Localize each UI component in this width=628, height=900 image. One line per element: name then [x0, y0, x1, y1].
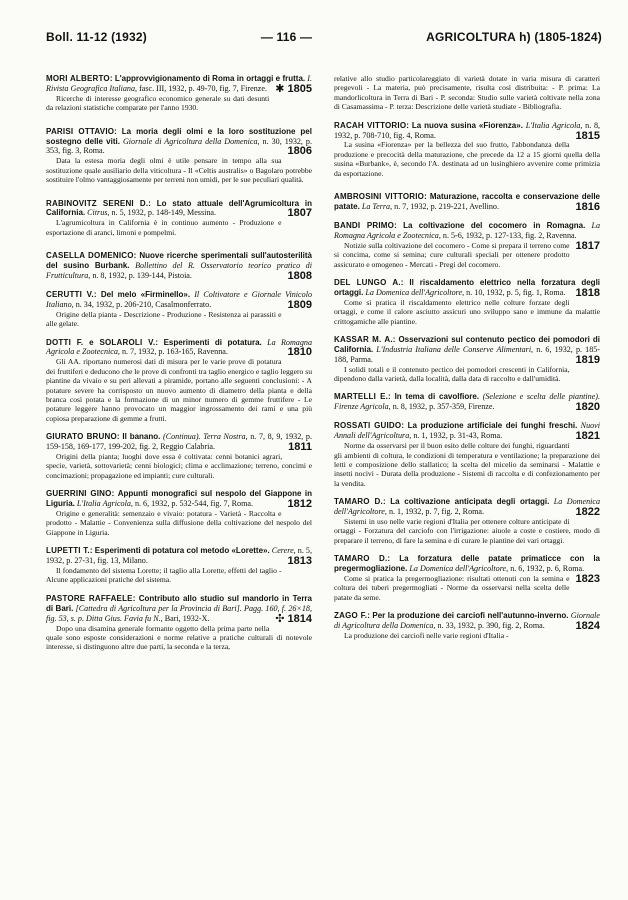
entry-title: Del melo «Firminello». — [100, 289, 191, 299]
entry-title: Lo stato attuale dell'Agrumicoltura in California. — [46, 198, 313, 218]
entry-title: Maturazione, raccolta e conservazione delle patate. — [334, 192, 600, 211]
entry-title: La produzione artificiale dei funghi freschi. — [407, 421, 578, 431]
entry-source: La Terra, — [361, 201, 393, 211]
page-header — [46, 30, 602, 44]
entry-details: n. 6, 1932, p. 532-544, fig. 7, Roma. — [134, 499, 253, 509]
entry-title: La moria degli olmi e la loro sostituzione pel sostegno delle viti. — [46, 126, 312, 146]
entry-abstract: Origine e generalità: semenzaio e vivaio: potatura - Varietà - Raccolta e prodotto - Malattie - Convenienza sulla diffusione della coltivazione del nespolo del Giappone in Liguria. — [46, 509, 312, 537]
entry-author: MORI ALBERTO: — [46, 74, 113, 83]
entry-source: Giornale di Agricoltura della Domenica, — [334, 611, 600, 631]
entry-author: ZAGO F.: — [334, 611, 371, 621]
bibliographic-entry-1805 — [46, 74, 312, 113]
columns — [46, 74, 602, 661]
entry-author: RABINOVITZ SERENI D.: — [46, 198, 152, 208]
journal-issue: Boll. 11-12 (1932) — [46, 30, 147, 44]
entry-number: 1823 — [575, 572, 600, 585]
entry-title: Nuove ricerche sperimentali sull'autosterilità del susino Burbank. — [46, 251, 312, 271]
entry-title: La nuova susina «Fiorenza». — [411, 120, 523, 130]
bibliographic-entry-1814 — [46, 594, 312, 652]
entry-abstract: I solidi totali e il contenuto pectico dei pomodori crescenti in California, dipendono dalla varietà, dalla località, dalla data di raccolto e dall'umidità. — [334, 364, 570, 384]
entry-author: RACAH VITTORIO: — [334, 120, 410, 130]
entry-title: Esperimenti di potatura col metodo «Lorette». — [94, 546, 270, 556]
entry-abstract: Data la estesa moria degli olmi è utile pensare in tempo alla sua sostituzione quale ausiliario della viticoltura - Il «Celtis australis» o Bagolaro potrebbe sostituire l'olmo vantaggiosamente per terreni non umidi, per le sue peculiari qualità. — [46, 156, 312, 185]
entry-details: n. 8, 1932, p. 708-710, fig. 4, Roma. — [334, 120, 601, 140]
bibliographic-entry-1810 — [46, 338, 312, 424]
entry-title: Esperimenti di potatura. — [163, 337, 262, 347]
entry-abstract: Notizie sulla coltivazione del cocomero - Come si prepara il terreno come si concima, come si semina; cure culturali speciali per ottenere prodotto assicurato e omogeneo - Mercati - Pregi del cocomero. — [334, 240, 570, 269]
bibliographic-entry-1811 — [46, 432, 312, 480]
bibliographic-entry-1824 — [334, 611, 600, 640]
entry-source: Il Coltivatore e Giornale Vinicolo Italiano, — [46, 289, 312, 309]
entry-abstract: Norme da osservarsi per il buon esito delle colture dei funghi, riguardanti gli ambienti di coltura, le condizioni di temperatura e ventilazione; la preparazione dei letti e composizione dello stallatico; la scelta del micelio da seminarsi - Malattie e insetti nocivi - Durata della produzione - Sistemi di raccolta e di confezionamento per la vendita. — [334, 441, 600, 488]
entry-author: PARISI OTTAVIO: — [46, 126, 118, 136]
entry-author: CASELLA DOMENICO: — [46, 251, 137, 261]
bibliographic-entry-1815 — [334, 121, 600, 178]
entry-title: In tema di cavolfiore. — [394, 392, 480, 402]
entry-author: AMBROSINI VITTORIO: — [334, 192, 427, 202]
entry-details: n. 6, 1932, p. 185-188, Parma. — [334, 344, 600, 364]
entry-abstract: Gli AA. riportano numerosi dati di misura per le varie prove di potatura dei fruttiferi e deducono che le prove di confronti tra taglio energico e taglio leggero su piantine da vivaio e su peri allevati a piramide, portano alle seguenti conclusioni: - A potature severe ha corrisposto un nuovo aumento di diametro della pianta e della branca così potata e la formazione di un minor numero di gemme fruttifere - Le potature leggere hanno provocato un maggior ingrossamento dei rami e una più copiosa preparazione di gemme a frutti. — [46, 357, 312, 423]
entry-details: n. 10, 1932, p. 5, fig. 1, Roma. — [466, 287, 566, 297]
entry-source: L'Italia Agricola, — [76, 499, 133, 509]
entry-details: n. 7, 8, 9, 1932, p. 159-158, 169-177, 199-202, fig. 2, Reggio Calabria. — [46, 432, 312, 452]
bibliographic-entry-1813 — [46, 546, 312, 585]
entry-title: Appunti monografici sul nespolo del Giappone in Liguria. — [46, 489, 312, 509]
entry-continuation-1814 — [334, 74, 600, 112]
entry-abstract: Origini della pianta; luoghi dove essa è coltivata: cenni botanici agrari, specie, varietà, sottovarietà; cenni biologici; clima e acclimazione; terreno, concimi e concimazioni; propagazione ed impianti; cure culturali. — [46, 452, 312, 480]
bibliographic-entry-1820 — [334, 392, 600, 412]
entry-source: [Cattedra di Agricoltura per la Provincia di Bari]. Pagg. 160, f. 26×18, fig. 53, s. p. Ditta Gius. Favia fu N., — [46, 603, 313, 623]
entry-number: 1807 — [287, 207, 312, 220]
entry-details: n. 5, 1932, p. 148-149, Messina. — [111, 208, 217, 218]
bibliographic-entry-1821 — [334, 421, 600, 488]
entry-source: Cerere, — [271, 546, 296, 556]
entry-abstract: L'agrumicoltura in California è in continuo aumento - Produzione e esportazione di aranci, limoni e pompelmi. — [46, 218, 282, 237]
entry-number: 1824 — [575, 620, 600, 633]
entry-author: GUERRINI GINO: — [46, 489, 115, 499]
entry-number: 1816 — [575, 200, 600, 213]
bibliographic-entry-1812 — [46, 489, 312, 537]
entry-source: (Continua). Terra Nostra, — [163, 432, 248, 442]
bibliographic-entry-1818 — [334, 278, 600, 326]
entry-abstract: Il fondamento del sistema Lorette; il taglio alla Lorette, effetti del taglio - Alcune applicazioni pratiche del sistema. — [46, 566, 282, 585]
entry-number: 1820 — [575, 401, 600, 414]
entry-author: CERUTTI V.: — [46, 289, 97, 299]
entry-source: L'Industria Italiana delle Conserve Alimentari, — [376, 344, 534, 354]
entry-author: DEL LUNGO A.: — [334, 277, 404, 287]
entry-number: 1812 — [287, 498, 312, 511]
entry-source: (Selezione e scelta delle piantine). Firenze Agricola, — [334, 392, 600, 412]
entry-author: LUPETTI T.: — [46, 546, 93, 556]
entry-abstract: La produzione dei carciofi nelle varie regioni d'Italia - — [344, 631, 509, 640]
entry-title: La coltivazione anticipata degli ortaggi. — [390, 497, 550, 507]
entry-author: BANDI PRIMO: — [334, 220, 397, 230]
entry-source: Citrus, — [87, 208, 110, 218]
entry-author: TAMARO D.: — [334, 497, 386, 507]
entry-source: Giornale di Agricoltura della Domenica, — [122, 136, 260, 146]
entry-source: Bollettino del R. Osservatorio teorico pratico di Frutticultura, — [46, 261, 312, 280]
entry-source: La Domenica dell'Agricoltore, — [409, 564, 509, 574]
entry-details: n. 7, 1932, p. 219-221, Avellino. — [394, 201, 499, 211]
entry-number: 1806 — [287, 145, 312, 158]
entry-details: Bari, 1932-X. — [164, 613, 210, 623]
entry-details: n. 5-6, 1932, p. 127-133, fig. 2, Ravenna. — [442, 230, 577, 240]
entry-details: fasc. III, 1932, p. 49-70, fig. 7, Firenze. — [139, 83, 267, 93]
entry-title: Il banano. — [122, 432, 161, 442]
entry-number: 1817 — [575, 239, 600, 252]
bibliographic-entry-1809 — [46, 290, 312, 329]
entry-number: 1808 — [287, 270, 312, 282]
entry-details: n. 33, 1932, p. 390, fig. 2, Roma. — [437, 621, 545, 631]
entry-abstract: Come si pratica il riscaldamento elettrico nelle colture forzate degli ortaggi, e come il calore asciutto assicuri uno sviluppo sano e immune da malattie crittogamiche alle piantine. — [334, 297, 600, 326]
bibliographic-entry-1808 — [46, 251, 312, 281]
entry-details: n. 8, 1932, p. 357-359, Firenze. — [392, 402, 495, 412]
entry-details: n. 34, 1932, p. 206-210, Casalmonferrato. — [75, 299, 212, 309]
entry-source: La Domenica dell'Agricoltore, — [365, 287, 465, 297]
entry-details: n. 7, 1932, p. 163-165, Ravenna. — [121, 347, 228, 357]
entry-abstract: Sistemi in uso nelle varie regioni d'Italia per ottenere colture anticipate di ortaggi - Forzatura del carciofo con l'irrigazione: aiuole a coste e costiere, modo di preparare il terreno, di fare la semina e di curare le piantine dei vari ortaggi. — [334, 516, 600, 545]
entry-author: TAMARO D.: — [334, 554, 391, 564]
entry-title: La coltivazione del cocomero in Romagna. — [403, 220, 586, 230]
entry-source: La Romagna Agricola e Zootecnica, — [46, 337, 312, 357]
entry-author: KASSAR M. A.: — [334, 334, 396, 344]
entry-abstract: La susina «Fiorenza» per la bellezza del suo frutto, l'abbondanza della produzione e precocità della maturazione, che precede da 12 a 15 giorni quella della susina «Burbank», è, secondo l'A. destinata ad un lusinghiero avvenire come primizia da esportazione. — [334, 140, 600, 178]
entry-details: n. 1, 1932, p. 7, fig. 2, Roma. — [388, 507, 485, 517]
entry-number: 1810 — [287, 346, 312, 359]
entry-abstract: Ricerche di interesse geografico economico generale su dati desunti da relazioni statistiche comparate per l'anno 1930. — [46, 93, 270, 113]
bibliographic-entry-1817 — [334, 221, 600, 269]
section-title: AGRICOLTURA h) (1805-1824) — [426, 30, 602, 44]
entry-number: 1821 — [575, 430, 600, 443]
entry-details: n. 5, 1932, p. 27-31, fig. 13, Milano. — [46, 546, 312, 566]
entry-title: Il riscaldamento elettrico nella forzatura degli ortaggi. — [334, 277, 601, 297]
entry-details: n. 30, 1932, p. 353, fig. 3, Roma. — [46, 136, 312, 156]
left-column — [46, 74, 312, 661]
entry-author: PASTORE RAFFAELE: — [46, 593, 136, 603]
entry-number: ✣ 1814 — [275, 612, 312, 625]
entry-number: ✱ 1805 — [275, 82, 312, 95]
entry-source: L'Italia Agricola, — [525, 120, 583, 130]
entry-title: Contributo allo studio sul mandorlo in Terra di Bari. — [46, 593, 312, 613]
entry-details: n. 6, 1932, p. 6, Roma. — [510, 564, 585, 574]
continued-abstract: relative allo studio particolareggiato di varietà dotate in varia misura di caratteri pregevoli - La materia, può precisamente, risulta così distribuita: - P. prima: La mandorlicoltura in Terra di Bari - P. seconda: Studio sulle varietà coltivate nella zona di Casamassima - P. terza: Descrizione delle varietà studiate - Bibliografia. — [334, 74, 600, 112]
entry-number: 1822 — [575, 506, 600, 519]
bibliographic-entry-1816 — [334, 192, 600, 212]
entry-source: I. Rivista Geografica Italiana, — [46, 74, 312, 93]
entry-source: La Domenica dell'Agricoltore, — [334, 497, 601, 517]
bibliographic-entry-1807 — [46, 199, 312, 238]
entry-author: ROSSATI GUIDO: — [334, 421, 405, 431]
right-column — [334, 74, 600, 661]
entry-abstract: Origine della pianta - Descrizione - Produzione - Resistenza ai parassiti e alle gelate. — [46, 309, 282, 329]
entry-title: Per la produzione dei carciofi nell'autunno-inverno. — [372, 611, 569, 621]
entry-source: Nuovi Annali dell'Agricoltura, — [334, 421, 601, 441]
entry-title: La forzatura delle patate primaticce con la pregermogliazione. — [334, 554, 601, 574]
bibliographic-entry-1823 — [334, 554, 600, 602]
entry-author: MARTELLI E.: — [334, 392, 391, 402]
entry-number: 1819 — [575, 353, 600, 366]
entry-number: 1811 — [288, 441, 312, 454]
entry-title: Osservazioni sul contenuto pectico dei pomodori di California. — [334, 334, 600, 354]
entry-author: GIURATO BRUNO: — [46, 432, 120, 442]
entry-title: L'approvvigionamento di Roma in ortaggi e frutta. — [114, 74, 306, 83]
entry-abstract: Dopo una disamina generale formante oggetto della prima parte nella quale sono esposte considerazioni e norme relative a pratiche culturali di notevole interesse, si distinguono altre due parti, la seconda e la terza, — [46, 623, 312, 652]
entry-abstract: Come si pratica la pregermogliazione: risultati ottenuti con la semina e coltura dei tuberi pregermogliati - Norme da osservarsi nella scelta delle patate da seme. — [334, 573, 570, 602]
entry-number: 1809 — [287, 298, 312, 311]
entry-number: 1813 — [287, 555, 312, 568]
entry-number: 1818 — [575, 286, 600, 299]
page-number: — 116 — — [260, 30, 313, 44]
entry-number: 1815 — [575, 129, 600, 142]
bibliographic-entry-1806 — [46, 127, 312, 185]
bibliographic-entry-1819 — [334, 335, 600, 384]
entry-source: La Romagna Agricola e Zootecnica, — [334, 220, 601, 240]
bibliographic-entry-1822 — [334, 497, 600, 545]
entry-details: n. 1, 1932, p. 31-43, Roma. — [413, 431, 503, 441]
entry-author: DOTTI F. e SOLAROLI V.: — [46, 337, 159, 347]
entry-details: n. 8, 1932, p. 139-144, Pistoia. — [92, 271, 192, 280]
